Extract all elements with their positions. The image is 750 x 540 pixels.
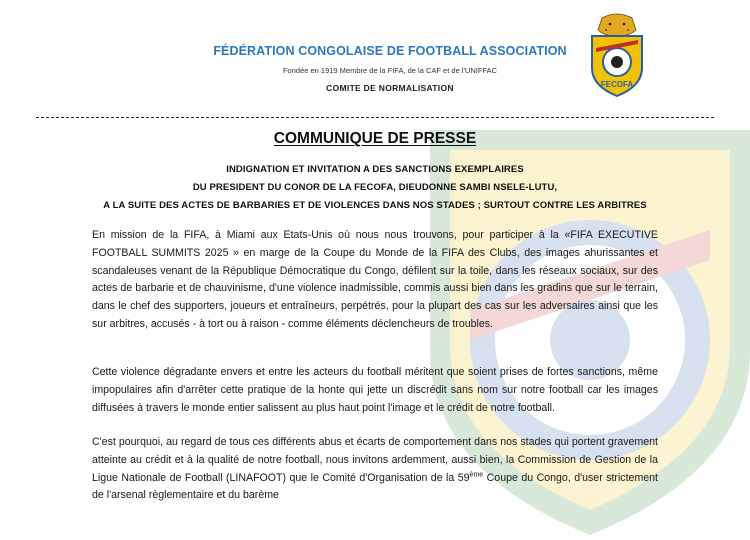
header-divider <box>36 117 714 118</box>
heading-line-2: DU PRESIDENT DU CONOR DE LA FECOFA, DIEUDONNE SAMBI NSELE-LUTU, <box>192 182 558 193</box>
leopard-icon <box>598 14 636 36</box>
paragraph-2: Cette violence dégradante envers et entre les acteurs du football méritent que soient prises de fortes sanctions, même impopulaires afin d'arrêter cette pratique de la honte qui jette un discrédit sans nom sur notre football car les images diffusées à travers le monde entier salissent au plus haut point l'image et le crédit de notre football. <box>92 366 658 414</box>
heading-line-3: A LA SUITE DES ACTES DE BARBARIES ET DE VIOLENCES DANS NOS STADES ; SURTOUT CONTRE LES ARBITRES <box>103 200 647 211</box>
paragraph-1: En mission de la FIFA, à Miami aux Etats-Unis où nous nous trouvons, pour participer à la «FIFA EXECUTIVE FOOTBALL SUMMITS 2025 » en marge de la Coupe du Monde de la FIFA des Clubs, des images ahurissantes et scandaleuses venant de la République Démocratique du Congo, défilent sur la toile, dans les réseaux sociaux, sur des actes de barbarie et de chauvinisme, d'une violence inadmissible, commis aussi bien dans les gradins que sur le terrain, dans le chef des supporters, joueurs et entraîneurs, perpétrés, pour la plupart des cas sur les adversaires ainsi que les sur arbitres, accusés - à tort ou à raison - comme éléments déclencheurs de troubles. <box>92 229 658 330</box>
superscript-eme: ème <box>469 471 484 479</box>
committee-label: COMITE DE NORMALISATION <box>326 83 454 93</box>
logo-text: FECOFA <box>600 80 634 89</box>
org-subtitle: Fondée en 1919 Membre de la FIFA, de la CAF et de l'UNIFFAC <box>282 66 498 75</box>
fecofa-logo <box>582 12 652 102</box>
org-name: FÉDÉRATION CONGOLAISE DE FOOTBALL ASSOCIATION <box>213 44 567 58</box>
paragraph-3: C'est pourquoi, au regard de tous ces différents abus et écarts de comportement dans nos stades qui portent gravement atteinte au crédit et à la qualité de notre football, nous invitons ardemment, aussi bien, la Commission de Gestion de la Ligue Nationale de Football (LINAFOOT) que le Comité d'Organisation de la 59ème Coupe du Congo, d'user strictement de l'arsenal règlementaire et du barème <box>92 436 658 502</box>
heading-line-1: INDIGNATION ET INVITATION A DES SANCTIONS EXEMPLAIRES <box>226 164 524 175</box>
page-title: COMMUNIQUE DE PRESSE <box>273 130 477 147</box>
